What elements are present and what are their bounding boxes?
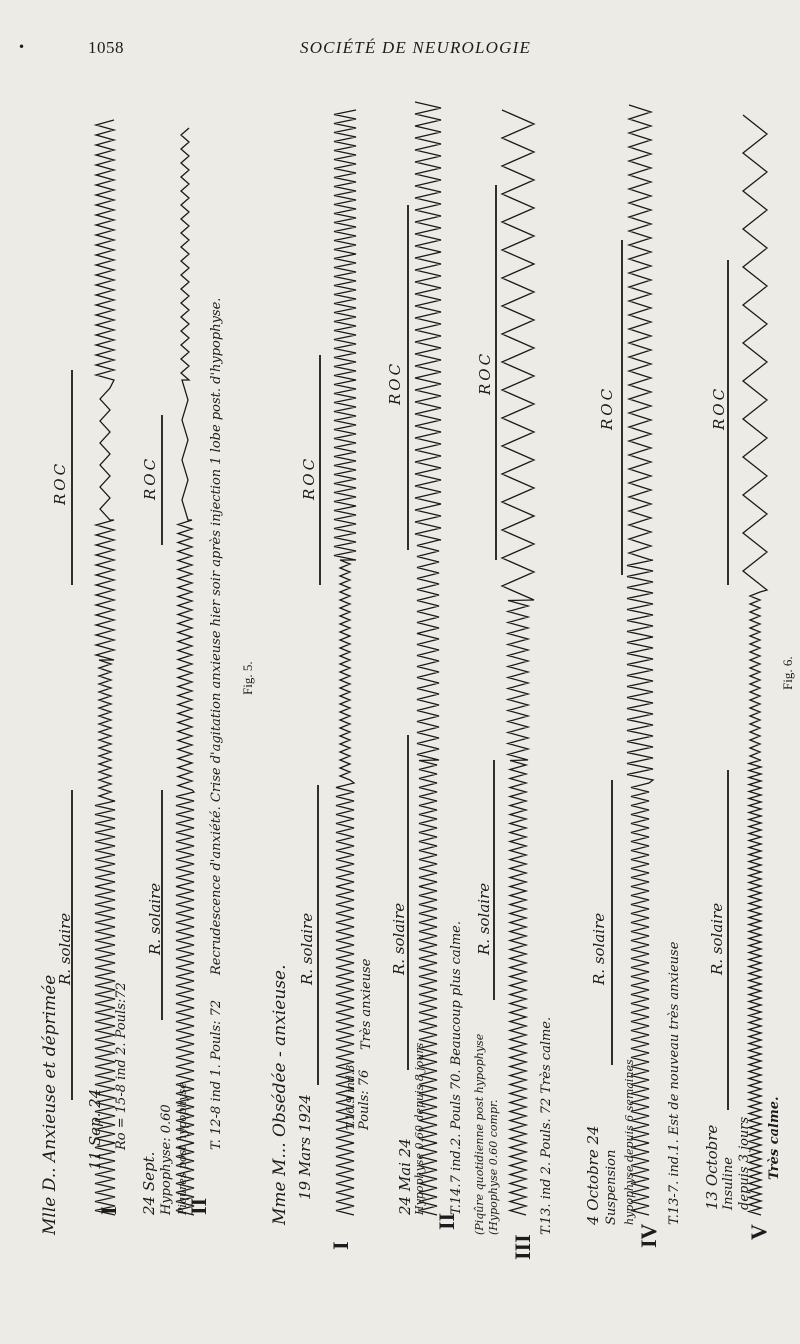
f5-t2-rsolaire: R. solaire bbox=[146, 882, 164, 955]
f6-roman-1: I bbox=[328, 1241, 353, 1250]
f6-t1-roc: ROC bbox=[300, 455, 318, 500]
f6-t4-roc: ROC bbox=[598, 385, 616, 430]
f5-t2-line1: Hypophyse: 0.60 bbox=[159, 1104, 174, 1215]
f5-t2-line2: Piqûres post hypophyse bbox=[176, 1082, 189, 1215]
trace-f6-5 bbox=[743, 115, 767, 1215]
f5-t2-values: T. 12-8 ind 1. Pouls: 72 bbox=[209, 999, 224, 1150]
f6-t5-line2: depuis 3 jours bbox=[737, 1116, 752, 1210]
f6-t1-rsolaire: R. solaire bbox=[298, 912, 316, 985]
f6-t4-values: T.13-7. ind.1. Est de nouveau très anxieuse bbox=[667, 941, 682, 1225]
f6-t2-date: 24 Mai 24 bbox=[396, 1138, 414, 1215]
f6-patient: Mme M... Obsédée - anxieuse. bbox=[270, 964, 290, 1225]
running-title: SOCIÉTÉ DE NEUROLOGIE bbox=[300, 38, 532, 57]
f6-t5-values: Très calme. bbox=[767, 1096, 782, 1180]
f6-t3-rsolaire: R. solaire bbox=[475, 882, 493, 955]
f5-t2-roc: ROC bbox=[141, 455, 159, 500]
f5-t1-rsolaire: R. solaire bbox=[56, 912, 74, 985]
f6-t4-rsolaire: R. solaire bbox=[590, 912, 608, 985]
fig6-caption: Fig. 6. bbox=[780, 656, 795, 690]
f6-t3-values: T.13. ind 2. Pouls. 72 Très calme. bbox=[539, 1016, 554, 1235]
f5-t2-note: Recrudescence d'anxiété. Crise d'agitation anxieuse hier soir après injection 1 lobe post. d'hypophyse. bbox=[209, 297, 224, 975]
trace-f5-2 bbox=[176, 128, 194, 1215]
f6-t5-roc: ROC bbox=[710, 385, 728, 430]
f6-roman-3: III bbox=[510, 1234, 535, 1260]
f6-t3-roc: ROC bbox=[476, 350, 494, 395]
f6-t1-values1: T.16.9 ind.3 bbox=[344, 1064, 357, 1130]
f6-t2-rsolaire: R. solaire bbox=[390, 902, 408, 975]
f6-t3-line1: (Piqûre quotidienne post hypophyse bbox=[473, 1033, 486, 1235]
f6-t5-date: 13 Octobre bbox=[703, 1124, 721, 1210]
fig5-caption: Fig. 5. bbox=[240, 661, 255, 695]
trace-f6-3 bbox=[502, 110, 534, 1215]
f6-t4-date: 4 Octobre 24 bbox=[584, 1125, 602, 1225]
f6-t2-values: T.14.7 ind.2. Pouls 70. Beaucoup plus calme. bbox=[449, 921, 464, 1215]
trace-f5-1 bbox=[95, 120, 115, 1215]
f5-t1-roc: ROC bbox=[51, 460, 69, 505]
trace-f6-4 bbox=[627, 105, 653, 1215]
f6-t4-line1: Suspension bbox=[604, 1149, 619, 1225]
f6-t5-line1: Insuline bbox=[721, 1157, 736, 1210]
f5-roman-2: II bbox=[186, 1197, 211, 1215]
f6-t2-line1: Hypophyse 0.60 depuis 8 jours bbox=[413, 1042, 426, 1215]
f6-t1-note: Très anxieuse bbox=[359, 958, 374, 1050]
f6-roman-4: IV bbox=[636, 1223, 661, 1248]
f6-t2-roc: ROC bbox=[386, 360, 404, 405]
f5-t1-values: Ro = 15-8 ind 2. Pouls:72 bbox=[114, 982, 129, 1150]
f6-t1-date: 19 Mars 1924 bbox=[296, 1094, 314, 1200]
f6-t4-line2: hypophyse depuis 6 semaines bbox=[623, 1059, 636, 1225]
f5-patient: Mlle D.. Anxieuse et déprimée bbox=[40, 974, 60, 1235]
f5-roman-1: I bbox=[96, 1206, 121, 1215]
page-number: 1058 bbox=[88, 38, 124, 57]
f6-t5-rsolaire: R. solaire bbox=[708, 902, 726, 975]
f6-t3-line2: (Hypophyse 0.60 compr. bbox=[487, 1099, 500, 1235]
trace-f6-1 bbox=[334, 110, 356, 1215]
header-bullet: • bbox=[18, 40, 26, 54]
f6-roman-5: V bbox=[746, 1224, 771, 1240]
f5-t2-date: 24 Sept. bbox=[140, 1151, 158, 1215]
f6-t1-values2: Pouls: 76 bbox=[357, 1069, 372, 1130]
f6-roman-2: II bbox=[434, 1212, 459, 1230]
f5-t1-date: 11 Sep. 24 bbox=[86, 1088, 104, 1170]
